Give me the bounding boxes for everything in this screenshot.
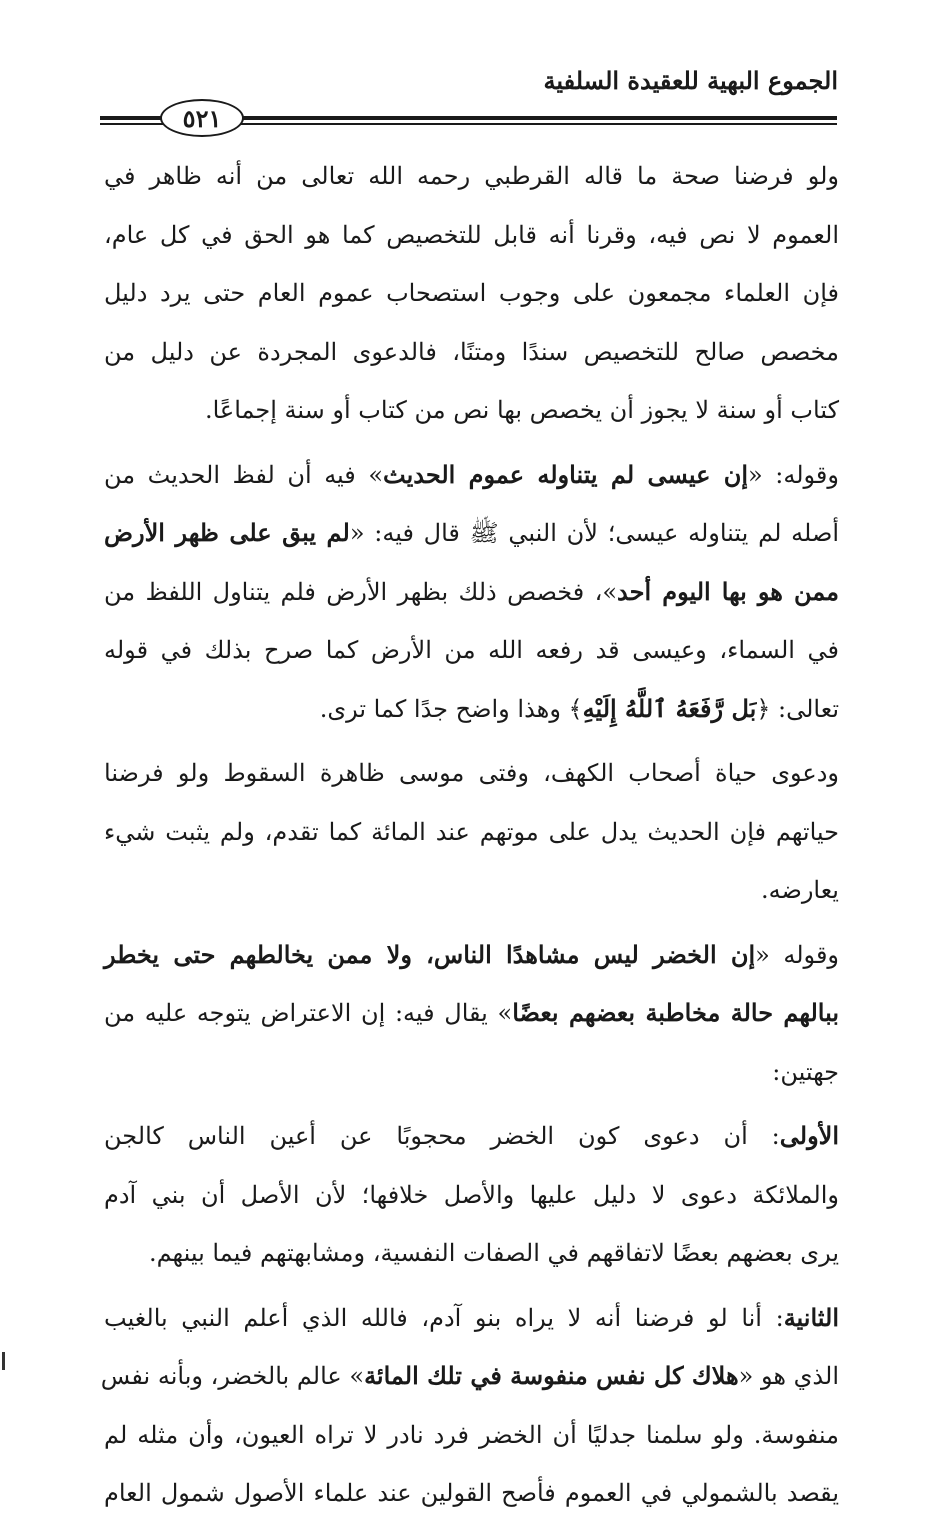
bold-quote: الأولى: [779, 1121, 840, 1150]
text-line: [104, 1043, 839, 1102]
text-line: [104, 1289, 839, 1348]
bold-quote: إن عيسى لم يتناوله عموم الحديث: [383, 459, 749, 489]
text-line: [104, 264, 839, 323]
text-line: [104, 621, 839, 680]
text-line: [104, 1107, 839, 1166]
text-line: [104, 1224, 839, 1283]
text-line: [104, 563, 839, 622]
text-line: [104, 680, 839, 739]
body-text: [100, 147, 840, 1523]
text-run: يقصد بالشمولي في العموم فأصح القولين عند علماء الأصول شمول العام: [104, 1479, 839, 1507]
text-run: : أن دعوى كون الخضر محجوبًا عن أعين الناس كالجن: [104, 1122, 780, 1150]
text-run: جهتين:: [772, 1057, 839, 1086]
text-run: وقوله «: [755, 940, 840, 969]
text-line: [104, 1464, 839, 1523]
text-run: » عالم بالخضر، وبأنه نفس: [100, 1362, 365, 1390]
scan-edge-mark: [2, 1352, 5, 1370]
text-run: » يقال فيه: إن الاعتراض يتوجه عليه من: [104, 999, 513, 1027]
text-run: في السماء، وعيسى قد رفعه الله من الأرض كما صرح بذلك في قوله: [104, 636, 839, 664]
text-run: مخصص صالح للتخصيص سندًا ومتنًا، فالدعوى المجردة عن دليل من: [104, 337, 839, 366]
bold-quote: لم يبق على ظهر الأرض: [104, 518, 350, 547]
bold-quote: إن الخضر ليس مشاهدًا الناس، ولا ممن يخالطهم حتى يخطر: [104, 939, 756, 969]
text-run: » فيه أن لفظ الحديث من: [104, 460, 384, 489]
text-line: [100, 1347, 839, 1406]
text-run: العموم لا نص فيه، وقرنا أنه قابل للتخصيص كما هو الحق في كل عام،: [104, 220, 839, 249]
text-line: [104, 803, 839, 862]
text-line: [104, 984, 839, 1043]
text-run: فإن العلماء مجمعون على وجوب استصحاب عموم العام حتى يرد دليل: [104, 279, 839, 307]
text-line: [104, 504, 839, 563]
bold-quote: الثانية: [783, 1302, 840, 1332]
text-line: [104, 206, 839, 265]
page-number-badge: [160, 99, 244, 137]
text-line: [104, 861, 839, 920]
bold-quote: بَل رَّفَعَهُ ٱللَّهُ إِلَيْهِ: [582, 693, 757, 723]
bold-quote: هلاك كل نفس منفوسة في تلك المائة: [364, 1361, 739, 1390]
text-run: ولو فرضنا صحة ما قاله القرطبي رحمه الله تعالى من أنه ظاهر في: [104, 162, 839, 190]
text-run: يرى بعضهم بعضًا لاتفاقهم في الصفات النفسية، ومشابهتهم فيما بينهم.: [148, 1239, 839, 1267]
text-run: وقوله: «: [748, 460, 839, 489]
text-line: [104, 926, 839, 985]
text-run: تعالى: ﴿: [756, 694, 839, 723]
text-line: [104, 744, 839, 803]
text-run: والملائكة دعوى لا دليل عليها والأصل خلافها؛ لأن الأصل أن بني آدم: [104, 1180, 839, 1209]
text-line: [104, 381, 839, 440]
text-run: حياتهم فإن الحديث يدل على موتهم عند المائة كما تقدم، ولم يثبت شيء: [104, 817, 839, 846]
bold-quote: ببالهم حالة مخاطبة بعضهم بعضًا: [512, 998, 839, 1027]
text-run: أصله لم يتناوله عيسى؛ لأن النبي ﷺ قال فيه: «: [349, 519, 839, 547]
text-line: [104, 446, 839, 505]
text-line: [104, 323, 839, 382]
text-line: [104, 1166, 839, 1225]
text-run: الذي هو «: [738, 1362, 839, 1390]
text-line: [104, 147, 839, 206]
running-header-title: الجموع البهية للعقيدة السلفية: [543, 66, 838, 95]
text-run: منفوسة. ولو سلمنا جدليًا أن الخضر فرد نادر لا تراه العيون، وأن مثله لم: [104, 1420, 839, 1449]
text-run: يعارضه.: [760, 876, 839, 904]
text-run: »، فخصص ذلك بظهر الأرض فلم يتناول اللفظ من: [104, 577, 618, 606]
text-line: [104, 1406, 839, 1465]
text-run: : أنا لو فرضنا أنه لا يراه بنو آدم، فالله الذي أعلم النبي بالغيب: [104, 1303, 784, 1332]
page-number: ٥٢١: [182, 103, 222, 133]
bold-quote: ممن هو بها اليوم أحد: [617, 576, 839, 606]
text-run: كتاب أو سنة لا يجوز أن يخصص بها نص من كتاب أو سنة إجماعًا.: [204, 396, 839, 424]
text-run: ﴾ وهذا واضح جدًا كما ترى.: [319, 694, 583, 723]
text-run: ودعوى حياة أصحاب الكهف، وفتى موسى ظاهرة السقوط ولو فرضنا: [104, 759, 839, 787]
